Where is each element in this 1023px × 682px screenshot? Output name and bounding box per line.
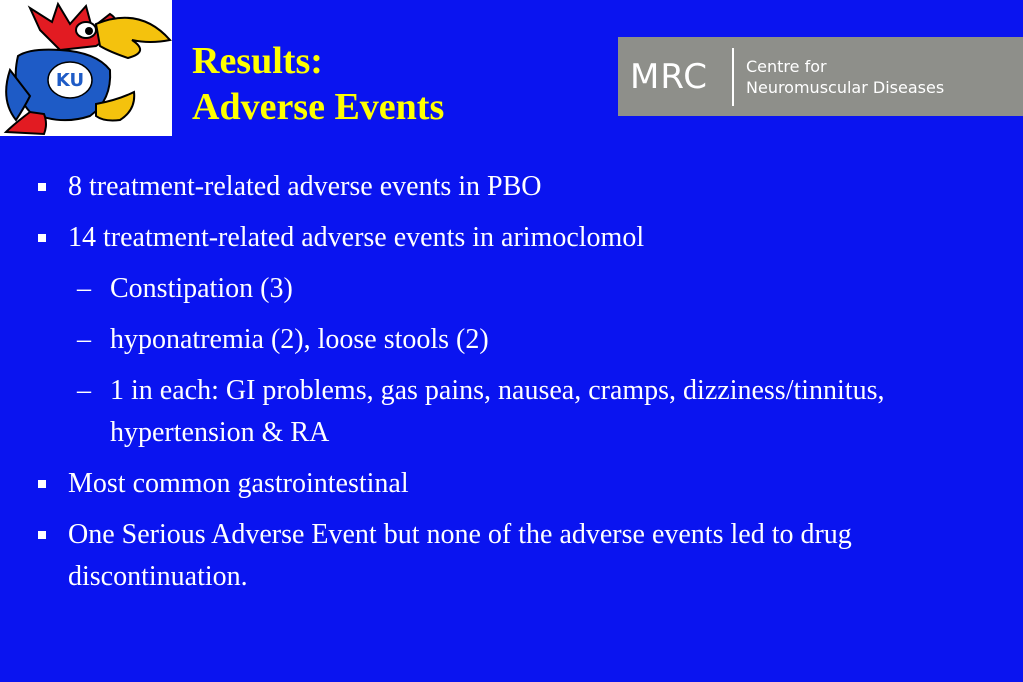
square-bullet-icon — [38, 531, 46, 539]
dash-bullet-icon: – — [77, 375, 91, 406]
sub-bullet-item — [30, 319, 1005, 361]
mrc-logo — [618, 37, 1023, 116]
ku-logo-lettering: KU — [55, 70, 85, 91]
ku-jayhawk-logo — [0, 0, 172, 136]
title-line-2: Adverse Events — [192, 86, 445, 128]
square-bullet-icon — [38, 480, 46, 488]
bullet-item — [30, 166, 1005, 208]
bullet-item — [30, 514, 1005, 598]
bullet-text: Most common gastrointestinal — [68, 468, 409, 499]
mrc-divider — [732, 48, 734, 106]
mrc-subtitle — [746, 56, 944, 98]
square-bullet-icon — [38, 234, 46, 242]
sub-bullet-text: 1 in each: GI problems, gas pains, nausea, cramps, dizziness/tinnitus, hypertension & RA — [110, 375, 885, 448]
sub-bullet-item — [30, 268, 1005, 310]
mrc-subtitle-line-1: Centre for — [746, 56, 827, 76]
sub-bullet-text: hyponatremia (2), loose stools (2) — [110, 324, 489, 355]
bullet-list — [30, 166, 1005, 607]
bullet-item — [30, 217, 1005, 259]
dash-bullet-icon: – — [77, 324, 91, 355]
mrc-acronym: MRC — [630, 56, 709, 97]
bullet-text: 8 treatment-related adverse events in PBO — [68, 171, 542, 202]
sub-bullet-text: Constipation (3) — [110, 273, 293, 304]
sub-bullet-item — [30, 370, 1005, 454]
title-line-1: Results: — [192, 40, 323, 82]
mrc-subtitle-line-2: Neuromuscular Diseases — [746, 77, 945, 97]
bullet-item — [30, 463, 1005, 505]
jayhawk-icon — [0, 0, 172, 136]
square-bullet-icon — [38, 183, 46, 191]
dash-bullet-icon: – — [77, 273, 91, 304]
slide-title — [192, 38, 444, 130]
bullet-text: 14 treatment-related adverse events in arimoclomol — [68, 222, 645, 253]
bullet-text: One Serious Adverse Event but none of the adverse events led to drug discontinuation. — [68, 519, 852, 592]
